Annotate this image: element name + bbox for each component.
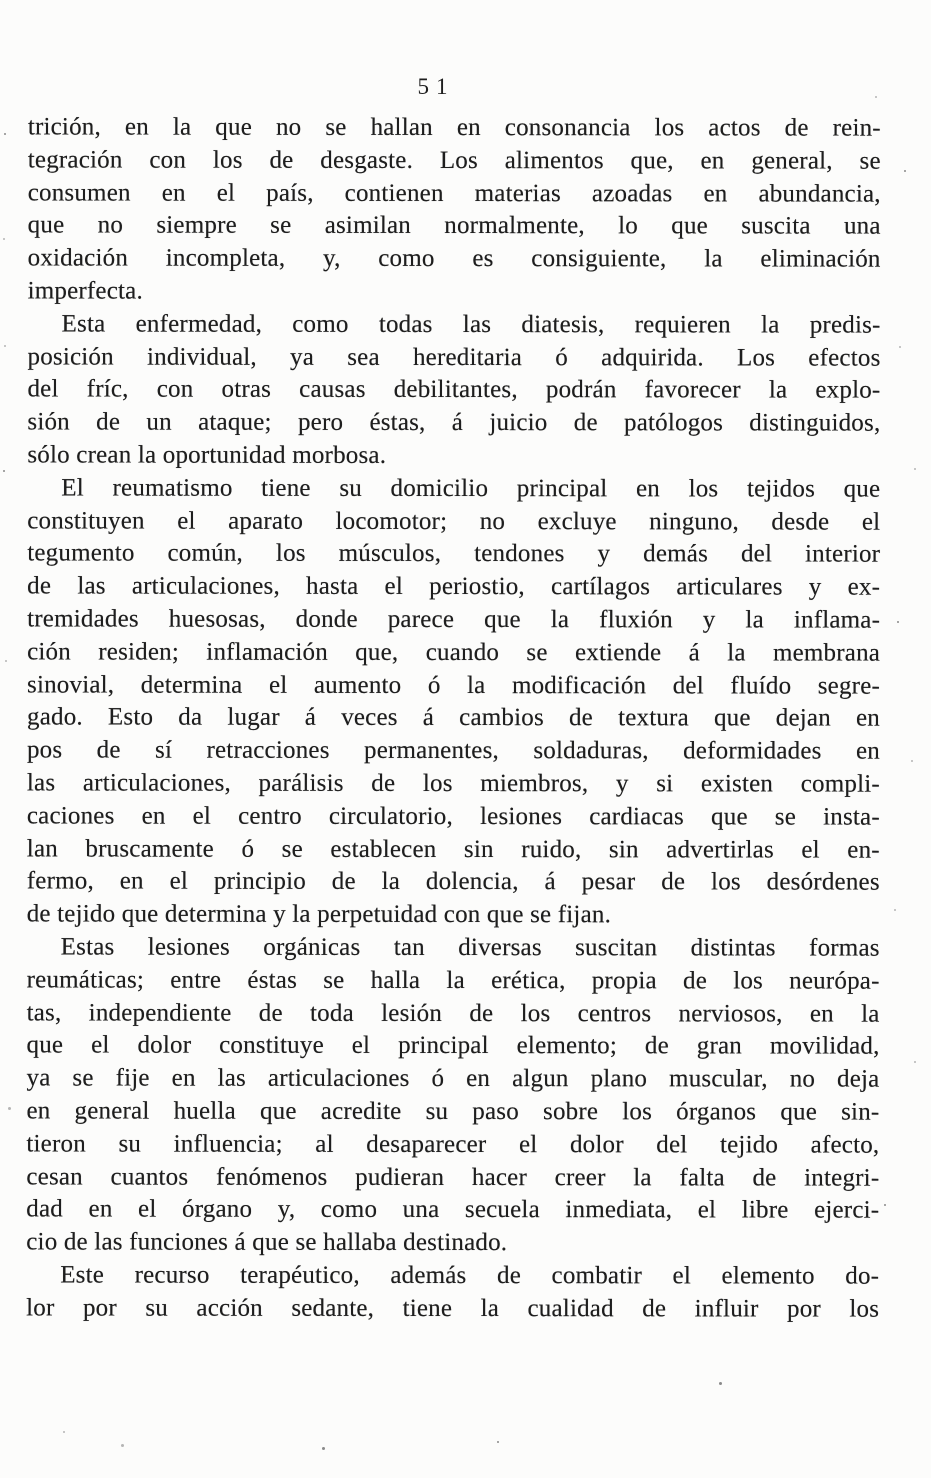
page-number: 51 bbox=[417, 74, 455, 99]
text-line: Estas lesiones orgánicas tan diversas suscitan distintas formas bbox=[60, 933, 880, 962]
text-line: Este recurso terapéutico, además de combatir el elemento do- bbox=[60, 1261, 880, 1290]
text-line: imperfecta. bbox=[27, 277, 143, 305]
text-line: ción residen; inflamación que, cuando se extiende á la membrana bbox=[27, 638, 881, 667]
paragraph bbox=[27, 308, 880, 473]
text-line: tieron su influencia; al desaparecer el dolor del tejido afecto, bbox=[26, 1130, 880, 1159]
text-line: consumen en el país, contienen materias azoadas en abundancia, bbox=[27, 178, 881, 208]
text-line: reumáticas; entre éstas se halla la erética, propia de los neurópa- bbox=[26, 966, 880, 995]
text-line: de las articulaciones, hasta el periostio, cartílagos articulares y ex- bbox=[27, 572, 881, 601]
text-line: de tejido que determina y la perpetuidad con que se fijan. bbox=[26, 900, 612, 929]
paragraph bbox=[27, 472, 881, 932]
text-line: caciones en el centro circulatorio, lesiones cardiacas que se insta- bbox=[26, 802, 880, 831]
text-line: sólo crean la oportunidad morbosa. bbox=[27, 441, 387, 469]
text-line: tegración con los de desgaste. Los alimentos que, en general, se bbox=[27, 146, 881, 175]
text-line: las articulaciones, parálisis de los miembros, y si existen compli- bbox=[26, 769, 880, 798]
text-line: posición individual, ya sea hereditaria ó adquirida. Los efectos bbox=[27, 342, 881, 372]
text-line: lor por su acción sedante, tiene la cualidad de influir por los bbox=[26, 1294, 880, 1323]
text-line: fermo, en el principio de la dolencia, á pesar de los desórdenes bbox=[26, 867, 880, 896]
text-line: en general huella que acredite su paso sobre los órganos que sin- bbox=[26, 1097, 880, 1126]
text-line: tremidades huesosas, donde parece que la fluxión y la inflama- bbox=[27, 605, 881, 634]
text-line: tegumento común, los músculos, tendones y demás del interior bbox=[27, 539, 881, 568]
text-line: trición, en la que no se hallan en consonancia los actos de rein- bbox=[27, 113, 881, 142]
paragraph bbox=[26, 931, 879, 1260]
paragraph bbox=[26, 1259, 879, 1326]
text-line: lan bruscamente ó se establecen sin ruido, sin advertirlas el en- bbox=[26, 834, 880, 864]
paragraph bbox=[28, 111, 881, 309]
text-line: tas, independiente de toda lesión de los centros nerviosos, en la bbox=[26, 998, 880, 1028]
text-line: del fríc, con otras causas debilitantes, podrán favorecer la explo- bbox=[27, 375, 881, 404]
text-line: ya se fije en las articulaciones ó en algun plano muscular, no deja bbox=[26, 1064, 880, 1093]
text-line: cio de las funciones á que se hallaba destinado. bbox=[26, 1228, 508, 1257]
text-line: que el dolor constituye el principal elemento; de gran movilidad, bbox=[26, 1031, 880, 1060]
text-line: gado. Esto da lugar á veces á cambios de textura que dejan en bbox=[26, 703, 881, 732]
text-line: oxidación incompleta, y, como es consiguiente, la eliminación bbox=[27, 244, 881, 273]
text-line: pos de sí retracciones permanentes, soldaduras, deformidades en bbox=[26, 736, 880, 765]
text-line: El reumatismo tiene su domicilio principal en los tejidos que bbox=[61, 474, 881, 503]
text-line: cesan cuantos fenómenos pudieran hacer creer la falta de integri- bbox=[26, 1162, 880, 1192]
text-line: sión de un ataque; pero éstas, á juicio de patólogos distinguidos, bbox=[27, 408, 881, 437]
text-line: constituyen el aparato locomotor; no excluye ninguno, desde el bbox=[27, 506, 881, 536]
text-line: dad en el órgano y, como una secuela inmediata, el libre ejerci- bbox=[26, 1195, 880, 1224]
text-block bbox=[26, 111, 881, 1326]
text-line: Esta enfermedad, como todas las diatesis, requieren la predis- bbox=[61, 310, 881, 339]
text-line: sinovial, determina el aumento ó la modificación del fluído segre- bbox=[27, 670, 881, 700]
text-line: que no siempre se asimilan normalmente, lo que suscita una bbox=[27, 211, 881, 240]
